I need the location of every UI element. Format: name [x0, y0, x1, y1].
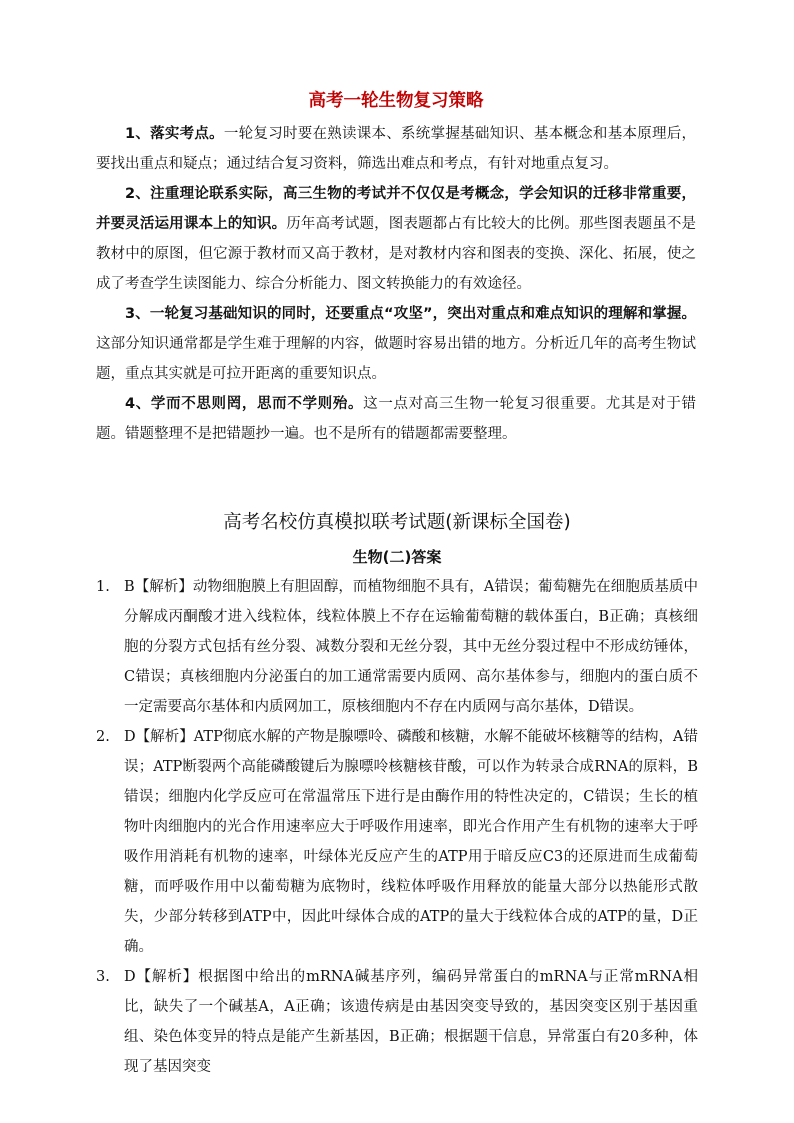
- strategy-title: 高考一轮生物复习策略: [308, 91, 484, 111]
- exam-subtitle: 生物(二)答案: [352, 548, 442, 566]
- answer-item: [96, 722, 698, 962]
- answer-text: D【解析】根据图中给出的mRNA碱基序列，编码异常蛋白的mRNA与正常mRNA相比，缺失了一个碱基A，A正确；该遗传病是由基因突变导致的，基因突变区别于基因重组、染色体变异的特点是能产生新基因，B正确；根据题干信息，异常蛋白有20多种，体现了基因突变: [124, 969, 698, 1075]
- exam-title: 高考名校仿真模拟联考试题(新课标全国卷): [223, 512, 571, 533]
- answer-number: 3.: [96, 969, 110, 985]
- strategy-point: [96, 299, 696, 389]
- strategy-point-lead: 3、一轮复习基础知识的同时，还要重点“攻坚”，突出对重点和难点知识的理解和掌握。: [125, 306, 696, 322]
- strategy-point: [96, 389, 696, 449]
- answer-number: 1.: [96, 579, 110, 595]
- strategy-point-text: 这部分知识通常都是学生难于理解的内容，做题时容易出错的地方。分析近几年的高考生物试题，重点其实就是可拉开距离的重要知识点。: [96, 336, 696, 382]
- answer-text: D【解析】ATP彻底水解的产物是腺嘌呤、磷酸和核糖，水解不能破坏核糖等的结构，A错误；ATP断裂两个高能磷酸键后为腺嘌呤核糖核苷酸，可以作为转录合成RNA的原料，B错误；细胞内化学反应可在常温常压下进行是由酶作用的特性决定的，C错误；生长的植物叶肉细胞内的光合作用速率应大于呼吸作用速率，即光合作用产生有机物的速率大于呼吸作用消耗有机物的速率，叶绿体光反应产生的ATP用于暗反应C3的还原进而生成葡萄糖，而呼吸作用中以葡萄糖为底物时，线粒体呼吸作用释放的能量大部分以热能形式散失，少部分转移到ATP中，因此叶绿体合成的ATP的量大于线粒体合成的ATP的量，D正确。: [124, 729, 698, 955]
- strategy-point-text: 这一点对高三生物一轮复习很重要。尤其是对于错题。错题整理不是把错题抄一遍。也不是所有的错题都需要整理。: [96, 396, 697, 442]
- strategy-section: [96, 87, 696, 449]
- answers-section: [96, 510, 698, 1082]
- strategy-point-text: 一轮复习时要在熟读课本、系统掌握基础知识、基本概念和基本原理后，要找出重点和疑点；通过结合复习资料，筛选出难点和考点，有针对地重点复习。: [96, 126, 697, 172]
- answer-text: B【解析】动物细胞膜上有胆固醇，而植物细胞不具有，A错误；葡萄糖先在细胞质基质中分解成丙酮酸才进入线粒体，线粒体膜上不存在运输葡萄糖的载体蛋白，B正确；真核细胞的分裂方式包括有丝分裂、减数分裂和无丝分裂，其中无丝分裂过程中不形成纺锤体，C错误；真核细胞内分泌蛋白的加工通常需要内质网、高尔基体参与，细胞内的蛋白质不一定需要高尔基体和内质网加工，原核细胞内不存在内质网与高尔基体，D错误。: [124, 579, 698, 715]
- strategy-point: [96, 119, 696, 179]
- strategy-point-lead: 4、学而不思则罔，思而不学则殆。: [125, 396, 364, 412]
- answer-item: [96, 572, 698, 722]
- strategy-point-lead: 2、注重理论联系实际，高三生物的考试并不仅仅是考概念，学会知识的迁移非常重要，并要灵活运用课本上的知识。: [96, 186, 696, 232]
- strategy-point-text: 历年高考试题，图表题都占有比较大的比例。那些图表题虽不是教材中的原图，但它源于教材而又高于教材，是对教材内容和图表的变换、深化、拓展，使之成了考查学生读图能力、综合分析能力、图文转换能力的有效途径。: [96, 216, 697, 292]
- answer-number: 2.: [96, 729, 110, 745]
- strategy-point: [96, 179, 696, 299]
- answer-item: [96, 962, 698, 1082]
- strategy-point-lead: 1、落实考点。: [125, 126, 224, 142]
